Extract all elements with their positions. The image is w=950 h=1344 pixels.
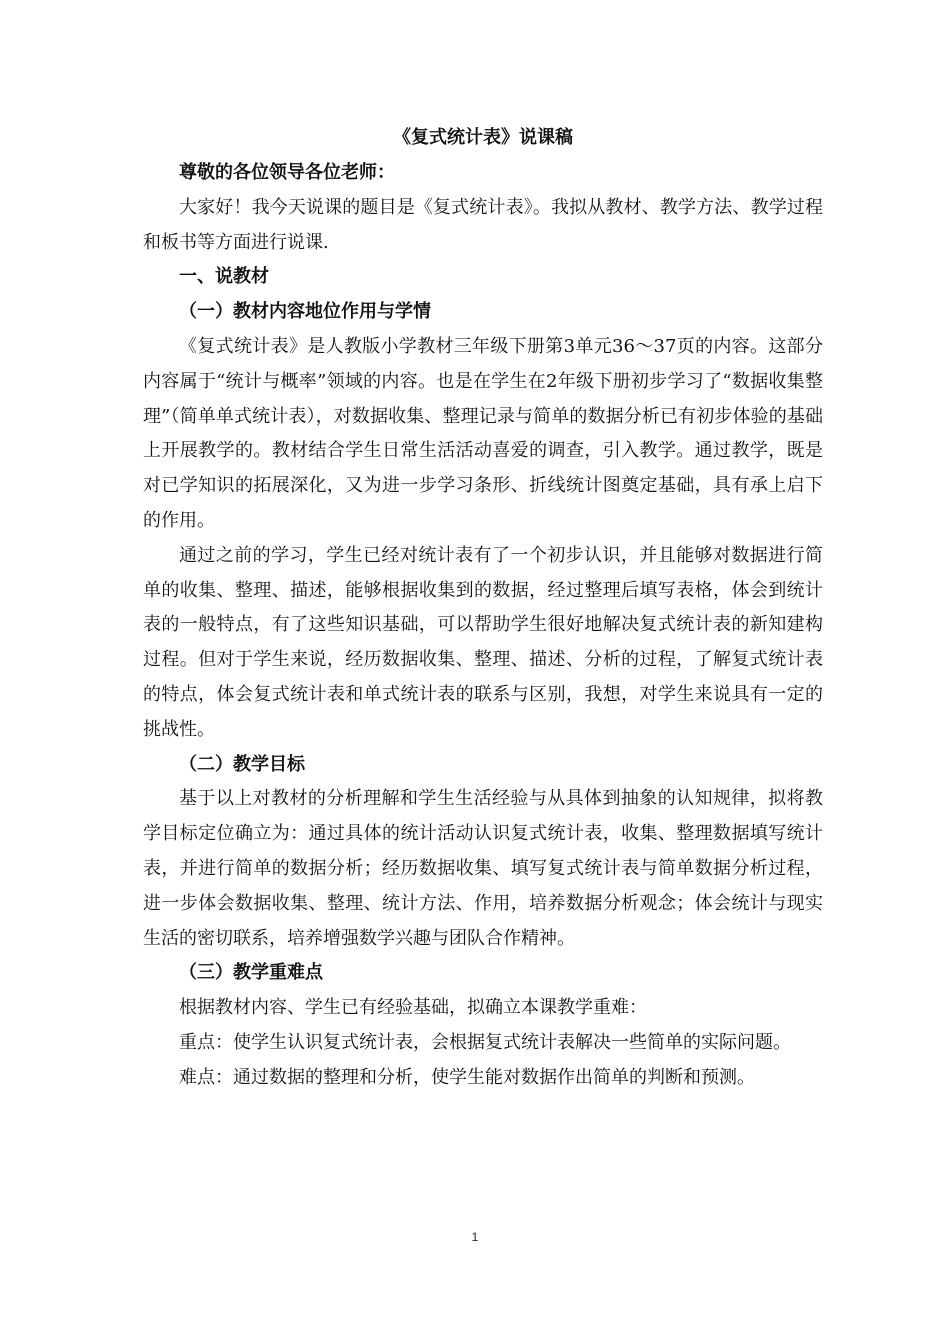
page-number: 1 <box>471 1230 479 1244</box>
greeting: 尊敬的各位领导各位老师： <box>179 162 395 183</box>
subsection-heading-objectives: （二）教学目标 <box>179 753 305 775</box>
paragraph-student-situation: 通过之前的学习，学生已经对统计表有了一个初步认识，并且能够对数据进行简单的收集、整理、描述，能够根据收集到的数据，经过整理后填写表格，体会到统计表的一般特点，有了这些知识基础，可以帮助学生很好地解决复式统计表的新知建构过程。但对于学生来说，经历数据收集、整理、描述、分析的过程，了解复式统计表的特点，体会复式统计表和单式统计表的联系与区别，我想，对学生来说具有一定的挑战性。 <box>143 544 823 740</box>
paragraph-key-point: 重点：使学生认识复式统计表，会根据复式统计表解决一些简单的实际问题。 <box>179 1031 791 1053</box>
intro-paragraph: 大家好！我今天说课的题目是《复式统计表》。我拟从教材、教学方法、教学过程和板书等方面进行说课. <box>143 196 823 253</box>
paragraph-difficult-point: 难点：通过数据的整理和分析，使学生能对数据作出简单的判断和预测。 <box>179 1066 755 1088</box>
section-heading-textbook: 一、说教材 <box>179 266 269 288</box>
paragraph-textbook-content: 《复式统计表》是人教版小学教材三年级下册第3单元36～37页的内容。这部分内容属于“统计与概率”领域的内容。也是在学生在2年级下册初步学习了“数据收集整理”（简单单式统计表），对数据收集、整理记录与简单的数据分析已有初步体验的基础上开展教学的。教材结合学生日常生活活动喜爱的调查，引入教学。通过教学，既是对已学知识的拓展深化，又为进一步学习条形、折线统计图奠定基础，具有承上启下的作用。 <box>143 335 823 531</box>
paragraph-objectives: 基于以上对教材的分析理解和学生生活经验与从具体到抽象的认知规律，拟将教学目标定位确立为：通过具体的统计活动认识复式统计表，收集、整理数据填写统计表，并进行简单的数据分析；经历数据收集、填写复式统计表与简单数据分析过程，进一步体会数据收集、整理、统计方法、作用，培养数据分析观念；体会统计与现实生活的密切联系，培养增强数学兴趣与团队合作精神。 <box>143 788 823 949</box>
subsection-heading-key-difficult-points: （三）教学重难点 <box>179 962 323 984</box>
paragraph-key-points-intro: 根据教材内容、学生已有经验基础，拟确立本课教学重难： <box>179 997 647 1019</box>
subsection-heading-content-position: （一）教材内容地位作用与学情 <box>179 301 431 323</box>
document-body <box>143 120 823 1096</box>
document-title: 《复式统计表》说课稿 <box>393 127 573 148</box>
